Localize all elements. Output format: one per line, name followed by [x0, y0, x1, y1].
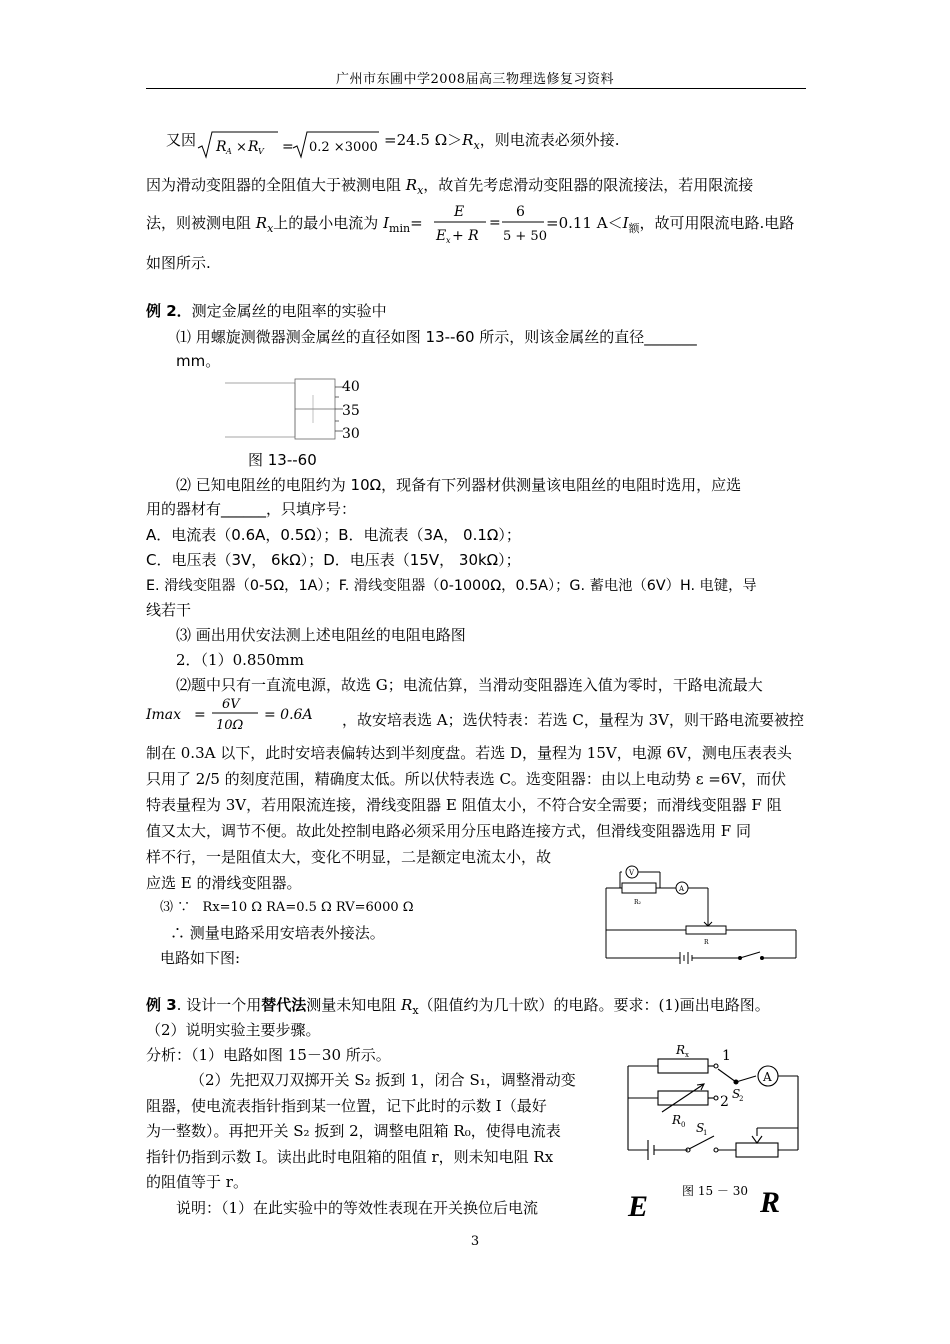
- figure-13-60-caption: 图 13--60: [248, 451, 317, 469]
- imax-eq: =: [194, 707, 206, 723]
- intro-line-3a: 法，则被测电阻 $R_x$上的最小电流为 $I_{min}=$: [146, 214, 423, 235]
- imax-formula: [144, 694, 344, 734]
- rheostat-label: R: [704, 939, 709, 946]
- scale-label-40: 40: [342, 379, 360, 395]
- fig-ammeter: A: [763, 1070, 772, 1084]
- rx-symbol: R: [462, 131, 474, 149]
- answer-2-line5: 特表量程为 3V，若用限流连接，滑线变阻器 E 阻值太小，不符合安全需要；而滑线变阻器 F 阻: [146, 796, 782, 814]
- example3-line9: 说明：（1）在此实验中的等效性表现在开关换位后电流: [176, 1199, 539, 1217]
- answer-2-line1: ⑵题中只有一直流电源，故选 G；电流估算，当滑动变阻器连入值为零时，干路电流最大: [176, 676, 763, 694]
- example3-line5: 阻器，使电流表指针指到某一位置，记下此时的示数 I（最好: [146, 1097, 547, 1115]
- imax-label: Imax: [146, 707, 182, 723]
- frac-eq: =: [489, 215, 501, 231]
- example3-line4: （2）先把双刀双掷开关 S₂ 扳到 1，闭合 S₁，调整滑动变: [190, 1071, 576, 1089]
- imin-fractions: [434, 200, 554, 246]
- answer-2-line2: ，故安培表选 A；选伏特表：若选 C，量程为 3V，则干路电流要被控: [342, 711, 804, 729]
- imax-result: = 0.6A: [264, 707, 313, 723]
- intro-line-3b: =0.11 $A<I_额$，故可用限流电路.电路: [546, 214, 795, 235]
- big-e-label: E: [628, 1190, 649, 1223]
- example3-title: 例 3. 设计一个用替代法测量未知电阻 $R_x$（阻值约为几十欧）的电路。要求：(1)画出电路图。: [146, 996, 770, 1017]
- sqrt-formula: [196, 128, 386, 160]
- header-rule: [146, 88, 806, 89]
- intro-prefix: 又因: [166, 131, 197, 149]
- imax-den: 10Ω: [216, 718, 244, 733]
- answer-2-line6: 值又太大，调节不便。故此处控制电路必须采用分压电路连接方式，但滑线变阻器选用 F 同: [146, 822, 751, 840]
- frac1-num: E: [454, 204, 465, 220]
- ammeter-label: A: [679, 885, 685, 893]
- fig-pos2: 2: [720, 1094, 729, 1110]
- fig-s2: S: [732, 1087, 741, 1101]
- fig-rx: R: [676, 1043, 686, 1057]
- example3-line8: 的阻值等于 r。: [146, 1173, 248, 1191]
- rx-sub: x: [473, 139, 480, 152]
- example2-q2-line2: 用的器材有______，只填序号：: [146, 500, 357, 518]
- example2-q3: ⑶ 画出用伏安法测上述电阻丝的电阻电路图: [176, 626, 466, 644]
- frac1-den-a: E: [436, 228, 447, 244]
- fig-r0-sub: 0: [681, 1121, 686, 1129]
- scale-label-35: 35: [342, 403, 360, 419]
- intro-value: =24.5 Ω＞: [384, 131, 463, 149]
- example3-line6: 为一整数）。再把开关 S₂ 扳到 2，调整电阻箱 R₀，使得电流表: [146, 1122, 561, 1140]
- example2-title: 例 2．测定金属丝的电阻率的实验中: [146, 302, 387, 320]
- fig-s2-sub: 2: [739, 1095, 744, 1103]
- option-line-4: 线若干: [146, 601, 192, 619]
- option-line-1: A．电流表（0.6A，0.5Ω）；B．电流表（3A， 0.1Ω）；: [146, 526, 521, 544]
- frac1-den-b: + R: [452, 228, 479, 244]
- sqrt-rv: R: [248, 139, 259, 155]
- answer-2-line3: 制在 0.3A 以下，此时安培表偏转达到半刻度盘。若选 D，量程为 15V，电源 6V，测电压表表头: [146, 744, 792, 762]
- option-line-3: E. 滑线变阻器（0-5Ω，1A）；F. 滑线变阻器（0-1000Ω，0.5A）；G. 蓄电池（6V）H. 电键，导: [146, 578, 757, 594]
- sqrt-eq: =: [282, 139, 294, 155]
- page-number: 3: [470, 1234, 480, 1249]
- frac2-num: 6: [516, 204, 525, 220]
- scale-label-30: 30: [342, 426, 360, 442]
- example3-line7: 指针仍指到示数 I。读出此时电阻箱的阻值 r，则未知电阻 Rx: [146, 1148, 554, 1166]
- voltmeter-label: V: [629, 869, 635, 877]
- option-line-2: C．电压表（3V， 6kΩ）；D．电压表（15V， 30kΩ）；: [146, 551, 521, 569]
- rx-label: R₂: [634, 899, 641, 906]
- sqrt-value: 0.2 ×3000: [309, 140, 378, 155]
- fig-s1-sub: 1: [703, 1129, 708, 1137]
- example2-q1-unit: mm。: [176, 352, 221, 370]
- fig-pos1: 1: [722, 1048, 731, 1064]
- big-r-label: R: [760, 1186, 781, 1219]
- fig-r0: R: [672, 1113, 682, 1127]
- imax-num: 6V: [222, 697, 240, 712]
- example2-q2-line1: ⑵ 已知电阻丝的电阻约为 10Ω，现备有下列器材供测量该电阻丝的电阻时选用，应选: [176, 476, 742, 494]
- intro-line-4: 如图所示.: [146, 254, 211, 272]
- sqrt-rv-sub: V: [258, 147, 264, 156]
- answer-2-line7: 样不行，一是阻值太大，变化不明显，二是额定电流太小，故: [146, 848, 552, 866]
- fig-s1: S: [696, 1121, 705, 1135]
- intro-line-1: [166, 133, 196, 148]
- example3-line3: 分析：（1）电路如图 15－30 所示。: [146, 1046, 391, 1064]
- intro-line-2: 因为滑动变阻器的全阻值大于被测电阻 $R_x$，故首先考虑滑动变阻器的限流接法，若用限流接: [146, 176, 754, 197]
- sqrt-ra: R: [216, 139, 227, 155]
- intro-conclusion: ，则电流表必须外接.: [479, 131, 620, 149]
- example2-q1: ⑴ 用螺旋测微器测金属丝的直径如图 13--60 所示，则该金属丝的直径_______: [176, 328, 697, 346]
- intro-line-1-suffix: [384, 133, 619, 151]
- figure-15-30-caption: 图 15 － 30: [682, 1184, 748, 1198]
- answer-2-line8: 应选 E 的滑线变阻器。: [146, 874, 302, 892]
- answer-3-values: ⑶ ∵ Rx=10 Ω RA=0.5 Ω RV=6000 Ω: [160, 900, 414, 915]
- fig-rx-sub: x: [685, 1051, 689, 1059]
- answer-2-line4: 只用了 2/5 的刻度范围，精确度太低。所以伏特表选 C。选变阻器：由以上电动势 ε =6V，而伏: [146, 770, 787, 788]
- answer-1: 2．（1）0.850mm: [176, 651, 304, 669]
- frac1-den-sub: x: [446, 236, 451, 245]
- frac2-den: 5 + 50: [503, 229, 547, 244]
- sqrt-times: ×: [236, 140, 247, 155]
- answer-3-conclusion: ∴ 测量电路采用安培表外接法。: [170, 924, 385, 942]
- micrometer-figure: [225, 375, 370, 445]
- circuit-diagram-1: [600, 858, 800, 968]
- sqrt-ra-sub: A: [226, 147, 232, 156]
- page-header: 广州市东圃中学2008届高三物理选修复习资料: [335, 72, 615, 87]
- answer-3-circuit-label: 电路如下图:: [160, 949, 241, 967]
- circuit-diagram-15-30: [592, 1036, 806, 1186]
- example3-line2: （2）说明实验主要步骤。: [146, 1021, 321, 1039]
